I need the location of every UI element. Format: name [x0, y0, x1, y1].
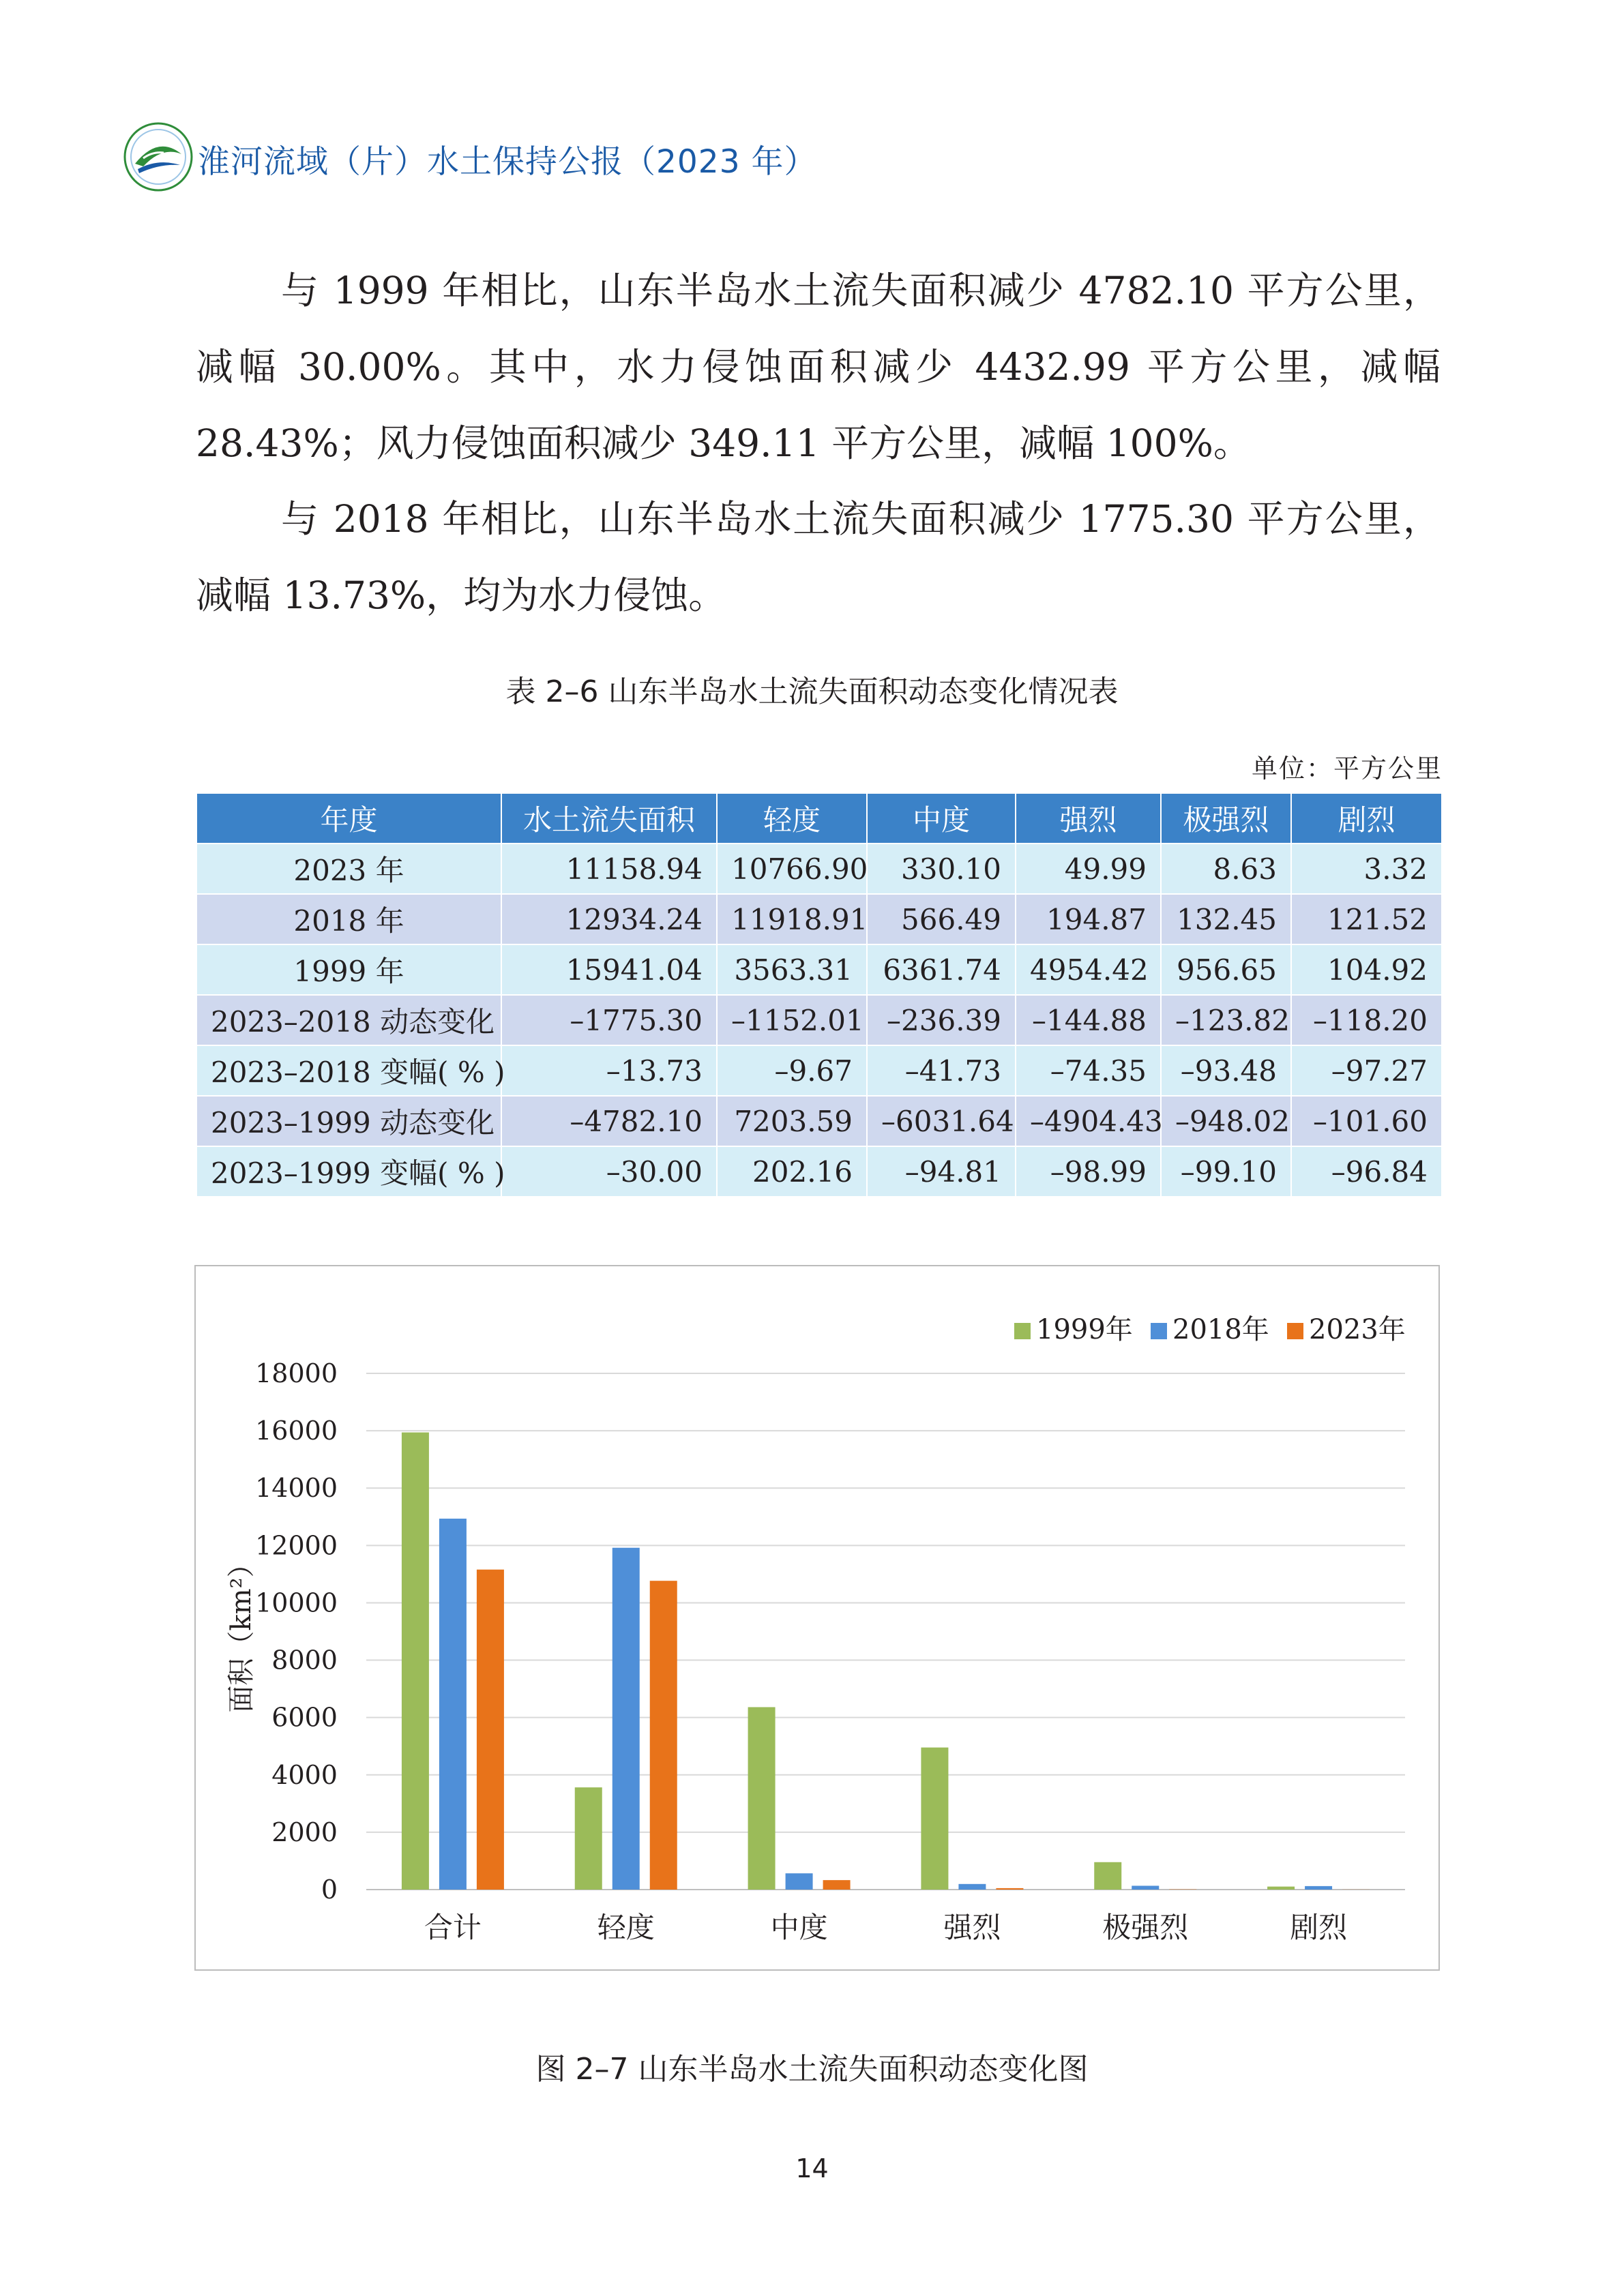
table-cell: –99.10	[1161, 1146, 1291, 1197]
table-cell: 11918.91	[717, 894, 867, 944]
paragraph-1999-comparison: 与 1999 年相比，山东半岛水土流失面积减少 4782.10 平方公里，减幅 30.00%。其中，水力侵蚀面积减少 4432.99 平方公里，减幅 28.43%；风力侵蚀面积减少 349.11 平方公里，减幅 100%。	[196, 269, 1441, 465]
bar	[1305, 1886, 1332, 1890]
bar	[575, 1787, 602, 1890]
legend-swatch	[1287, 1323, 1303, 1339]
bar	[402, 1433, 429, 1890]
table-cell: 2018 年	[196, 894, 501, 944]
y-tick-label: 6000	[271, 1702, 338, 1733]
header-very-intense: 极强烈	[1161, 793, 1291, 844]
table-cell: 3563.31	[717, 944, 867, 995]
bar	[823, 1880, 851, 1890]
figure-caption: 图 2–7 山东半岛水土流失面积动态变化图	[535, 2052, 1089, 2087]
table-cell: –97.27	[1291, 1045, 1442, 1096]
y-tick-label: 16000	[255, 1416, 338, 1446]
table-cell: 1999 年	[196, 944, 501, 995]
table-cell: 4954.42	[1016, 944, 1161, 995]
x-category-label: 剧烈	[1290, 1911, 1348, 1944]
legend-label: 2023年	[1309, 1314, 1406, 1345]
table-cell: –41.73	[867, 1045, 1016, 1096]
table-cell: 132.45	[1161, 894, 1291, 944]
table-cell: 330.10	[867, 844, 1016, 894]
table-cell: –144.88	[1016, 995, 1161, 1045]
x-category-label: 合计	[424, 1911, 482, 1944]
table-cell: 104.92	[1291, 944, 1442, 995]
bar	[612, 1548, 640, 1890]
table-cell: –30.00	[501, 1146, 717, 1197]
page-header	[123, 121, 1078, 196]
table-header-row	[196, 793, 1442, 844]
erosion-change-table	[196, 792, 1443, 1197]
bar	[996, 1888, 1023, 1890]
y-tick-label: 18000	[255, 1358, 338, 1388]
table-row	[196, 894, 1442, 944]
table-cell: –4782.10	[501, 1096, 717, 1146]
report-title: 淮河流域（片）水土保持公报（2023 年）	[198, 143, 817, 181]
table-cell: –93.48	[1161, 1045, 1291, 1096]
bar	[477, 1570, 504, 1890]
table-cell: 121.52	[1291, 894, 1442, 944]
bar	[1132, 1885, 1159, 1890]
table-cell: –96.84	[1291, 1146, 1442, 1197]
table-unit: 单位：平方公里	[1251, 754, 1443, 784]
bar	[748, 1707, 776, 1890]
table-cell: –98.99	[1016, 1146, 1161, 1197]
header-year: 年度	[196, 793, 501, 844]
bar	[1267, 1887, 1295, 1890]
x-category-label: 强烈	[943, 1911, 1001, 1944]
table-cell: –13.73	[501, 1045, 717, 1096]
legend-swatch	[1014, 1323, 1031, 1339]
header-moderate: 中度	[867, 793, 1016, 844]
table-row	[196, 944, 1442, 995]
x-category-label: 极强烈	[1102, 1911, 1189, 1944]
table-cell: –9.67	[717, 1045, 867, 1096]
table-cell: 11158.94	[501, 844, 717, 894]
legend-swatch	[1151, 1323, 1167, 1339]
table-cell: –6031.64	[867, 1096, 1016, 1146]
table-cell: 2023–2018 变幅( % )	[196, 1045, 501, 1096]
table-cell: 12934.24	[501, 894, 717, 944]
table-cell: 2023–1999 变幅( % )	[196, 1146, 501, 1197]
bar	[786, 1873, 813, 1890]
table-cell: –74.35	[1016, 1045, 1161, 1096]
y-tick-label: 14000	[255, 1473, 338, 1504]
header-light: 轻度	[717, 793, 867, 844]
table-row	[196, 1045, 1442, 1096]
table-cell: –1775.30	[501, 995, 717, 1045]
y-tick-label: 2000	[271, 1817, 338, 1847]
table-cell: 3.32	[1291, 844, 1442, 894]
header-severe: 剧烈	[1291, 793, 1442, 844]
x-category-label: 中度	[770, 1911, 828, 1944]
table-row	[196, 844, 1442, 894]
table-cell: 2023–2018 动态变化	[196, 995, 501, 1045]
table-cell: –4904.43	[1016, 1096, 1161, 1146]
table-row	[196, 1146, 1442, 1197]
table-cell: 956.65	[1161, 944, 1291, 995]
chart-frame	[194, 1265, 1440, 1971]
y-tick-label: 10000	[255, 1587, 338, 1618]
table-cell: 7203.59	[717, 1096, 867, 1146]
x-category-label: 轻度	[597, 1911, 655, 1944]
table-cell: 202.16	[717, 1146, 867, 1197]
table-cell: –94.81	[867, 1146, 1016, 1197]
y-axis-label: 面积（km²）	[226, 1550, 257, 1713]
table-row	[196, 995, 1442, 1045]
bar	[921, 1748, 948, 1890]
y-tick-label: 12000	[255, 1530, 338, 1561]
table-cell: –123.82	[1161, 995, 1291, 1045]
header-total-area: 水土流失面积	[501, 793, 717, 844]
table-cell: 49.99	[1016, 844, 1161, 894]
table-cell: 6361.74	[867, 944, 1016, 995]
y-tick-label: 4000	[271, 1759, 338, 1790]
table-cell: –1152.01	[717, 995, 867, 1045]
page-number: 14	[795, 2153, 829, 2183]
legend-label: 2018年	[1172, 1314, 1269, 1345]
table-cell: 2023–1999 动态变化	[196, 1096, 501, 1146]
y-tick-label: 0	[321, 1875, 338, 1905]
bar	[650, 1581, 677, 1890]
header-intense: 强烈	[1016, 793, 1161, 844]
bar-chart	[196, 1266, 1438, 1969]
table-cell: 2023 年	[196, 844, 501, 894]
table-cell: –101.60	[1291, 1096, 1442, 1146]
bar	[1094, 1862, 1121, 1890]
bar	[439, 1519, 467, 1890]
table-row	[196, 1096, 1442, 1146]
table-cell: –118.20	[1291, 995, 1442, 1045]
table-cell: –948.02	[1161, 1096, 1291, 1146]
legend-label: 1999年	[1036, 1314, 1133, 1345]
table-caption: 表 2–6 山东半岛水土流失面积动态变化情况表	[505, 674, 1119, 709]
table-cell: 566.49	[867, 894, 1016, 944]
table-cell: 10766.90	[717, 844, 867, 894]
bar	[958, 1884, 986, 1890]
y-tick-label: 8000	[271, 1645, 338, 1675]
table-cell: 194.87	[1016, 894, 1161, 944]
organization-logo	[123, 121, 194, 192]
table-cell: 8.63	[1161, 844, 1291, 894]
table-cell: 15941.04	[501, 944, 717, 995]
table-cell: –236.39	[867, 995, 1016, 1045]
paragraph-2018-comparison: 与 2018 年相比，山东半岛水土流失面积减少 1775.30 平方公里，减幅 13.73%，均为水力侵蚀。	[196, 497, 1441, 617]
